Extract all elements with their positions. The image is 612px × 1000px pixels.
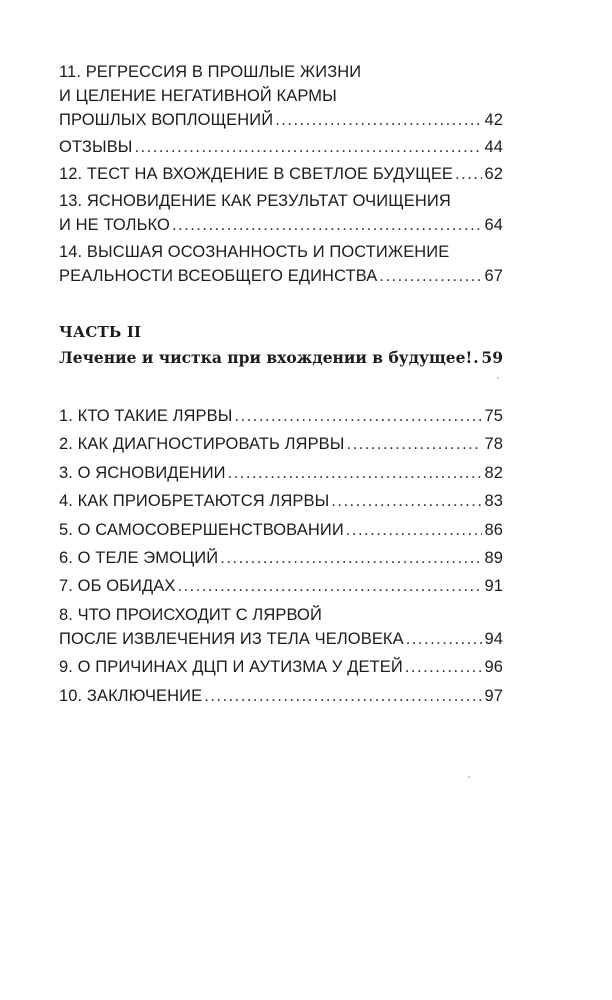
toc-entry[interactable] bbox=[59, 489, 503, 513]
toc-entry-line bbox=[59, 518, 503, 542]
toc-entry[interactable] bbox=[59, 546, 503, 570]
toc-entry-title: 13. ЯСНОВИДЕНИЕ КАК РЕЗУЛЬТАТ ОЧИЩЕНИЯ bbox=[59, 192, 451, 210]
toc-entry[interactable] bbox=[59, 684, 503, 708]
leader-dots bbox=[228, 461, 483, 485]
part-2-subtitle: Лечение и чистка при вхождении в будущее! bbox=[59, 348, 473, 367]
toc-entry-page: 89 bbox=[484, 548, 503, 567]
toc-entry-title: 3. О ЯСНОВИДЕНИИ bbox=[59, 463, 226, 482]
toc-entry-title: 1. КТО ТАКИЕ ЛЯРВЫ bbox=[59, 407, 233, 425]
toc-entry-line bbox=[59, 603, 503, 627]
toc-entry[interactable] bbox=[59, 404, 503, 428]
toc-entry-title: 5. О САМОСОВЕРШЕНСТВОВАНИИ bbox=[59, 520, 344, 539]
toc-entry-page: 64 bbox=[484, 216, 503, 234]
toc-entry-line bbox=[59, 264, 503, 288]
toc-entry-line bbox=[59, 84, 503, 108]
toc-entry-page: 62 bbox=[484, 165, 503, 183]
toc-entry[interactable] bbox=[59, 603, 503, 651]
toc-entry-page: 42 bbox=[484, 111, 503, 129]
toc-entry[interactable] bbox=[59, 461, 503, 485]
toc-entry-line bbox=[59, 189, 503, 213]
toc-entry[interactable] bbox=[59, 60, 503, 132]
toc-entry-title: И ЦЕЛЕНИЕ НЕГАТИВНОЙ КАРМЫ bbox=[59, 87, 337, 105]
toc-entry-page: 44 bbox=[484, 138, 503, 156]
leader-dots bbox=[331, 489, 482, 513]
toc-entry-line bbox=[59, 162, 503, 186]
leader-dots bbox=[220, 546, 482, 570]
leader-dots bbox=[455, 162, 482, 186]
toc-entry-line bbox=[59, 108, 503, 132]
toc-part-1 bbox=[59, 60, 503, 291]
toc-part-2 bbox=[59, 404, 503, 712]
toc-entry-title: 10. ЗАКЛЮЧЕНИЕ bbox=[59, 686, 203, 705]
paper-speck bbox=[468, 776, 470, 778]
toc-entry-title: 7. ОБ ОБИДАХ bbox=[59, 577, 176, 596]
leader-dots bbox=[172, 213, 482, 237]
toc-entry-title: 4. КАК ПРИОБРЕТАЮТСЯ ЛЯРВЫ bbox=[59, 492, 330, 511]
leader-dots bbox=[346, 518, 483, 542]
toc-entry-title: 6. О ТЕЛЕ ЭМОЦИЙ bbox=[59, 548, 219, 567]
leader-dots bbox=[204, 684, 482, 708]
toc-entry-page: 94 bbox=[484, 629, 503, 648]
leader-dots bbox=[405, 655, 483, 679]
toc-entry-title: ОТЗЫВЫ bbox=[59, 138, 133, 156]
toc-entry-line bbox=[59, 432, 503, 456]
leader-dots bbox=[178, 574, 483, 598]
toc-entry-line bbox=[59, 213, 503, 237]
toc-entry-line bbox=[59, 489, 503, 513]
toc-entry-page: 75 bbox=[484, 407, 503, 425]
toc-entry-page: 97 bbox=[484, 686, 503, 705]
toc-entry-title: И НЕ ТОЛЬКО bbox=[59, 216, 170, 234]
toc-entry-line bbox=[59, 574, 503, 598]
toc-entry-page: 96 bbox=[484, 658, 503, 677]
toc-entry-title: ПРОШЛЫХ ВОПЛОЩЕНИЙ bbox=[59, 111, 274, 129]
toc-entry-title: ПОСЛЕ ИЗВЛЕЧЕНИЯ ИЗ ТЕЛА ЧЕЛОВЕКА bbox=[59, 629, 404, 648]
leader-dots bbox=[406, 627, 483, 651]
toc-entry-line bbox=[59, 461, 503, 485]
toc-entry-title: РЕАЛЬНОСТИ ВСЕОБЩЕГО ЕДИНСТВА bbox=[59, 267, 378, 285]
toc-entry-line bbox=[59, 546, 503, 570]
toc-entry[interactable] bbox=[59, 135, 503, 159]
toc-entry-page: 82 bbox=[484, 463, 503, 482]
part-2-subtitle-page: 59 bbox=[481, 348, 503, 367]
toc-entry-line bbox=[59, 627, 503, 651]
part-2-heading: ЧАСТЬ II bbox=[59, 323, 142, 341]
toc-entry-page: 78 bbox=[484, 435, 503, 454]
toc-entry[interactable] bbox=[59, 574, 503, 598]
toc-entry-line bbox=[59, 684, 503, 708]
toc-entry-line bbox=[59, 404, 503, 428]
toc-entry-title: 14. ВЫСШАЯ ОСОЗНАННОСТЬ И ПОСТИЖЕНИЕ bbox=[59, 243, 450, 261]
leader-dots bbox=[135, 135, 483, 159]
toc-entry-title: 12. ТЕСТ НА ВХОЖДЕНИЕ В СВЕТЛОЕ БУДУЩЕЕ bbox=[59, 165, 454, 183]
toc-entry-page: 67 bbox=[484, 267, 503, 285]
toc-entry-line bbox=[59, 135, 503, 159]
toc-entry[interactable] bbox=[59, 162, 503, 186]
toc-entry-title: 8. ЧТО ПРОИСХОДИТ С ЛЯРВОЙ bbox=[59, 605, 322, 624]
leader-dots bbox=[275, 108, 482, 132]
paper-speck bbox=[497, 377, 499, 379]
part-2-subtitle-entry[interactable] bbox=[59, 348, 503, 367]
toc-entry-line bbox=[59, 240, 503, 264]
toc-entry[interactable] bbox=[59, 189, 503, 237]
leader-dots bbox=[234, 404, 482, 428]
toc-entry-title: 9. О ПРИЧИНАХ ДЦП И АУТИЗМА У ДЕТЕЙ bbox=[59, 658, 403, 677]
toc-entry[interactable] bbox=[59, 518, 503, 542]
leader-dots bbox=[347, 432, 483, 456]
toc-entry[interactable] bbox=[59, 432, 503, 456]
toc-entry-page: 86 bbox=[484, 520, 503, 539]
toc-entry-title: 11. РЕГРЕССИЯ В ПРОШЛЫЕ ЖИЗНИ bbox=[59, 63, 362, 81]
toc-entry-page: 83 bbox=[484, 492, 503, 511]
leader-dots bbox=[379, 264, 482, 288]
toc-entry[interactable] bbox=[59, 655, 503, 679]
toc-entry-line bbox=[59, 60, 503, 84]
toc-entry-title: 2. КАК ДИАГНОСТИРОВАТЬ ЛЯРВЫ bbox=[59, 435, 345, 454]
toc-entry-page: 91 bbox=[484, 577, 503, 596]
toc-entry-line bbox=[59, 655, 503, 679]
leader-dots bbox=[473, 348, 480, 367]
toc-entry[interactable] bbox=[59, 240, 503, 288]
